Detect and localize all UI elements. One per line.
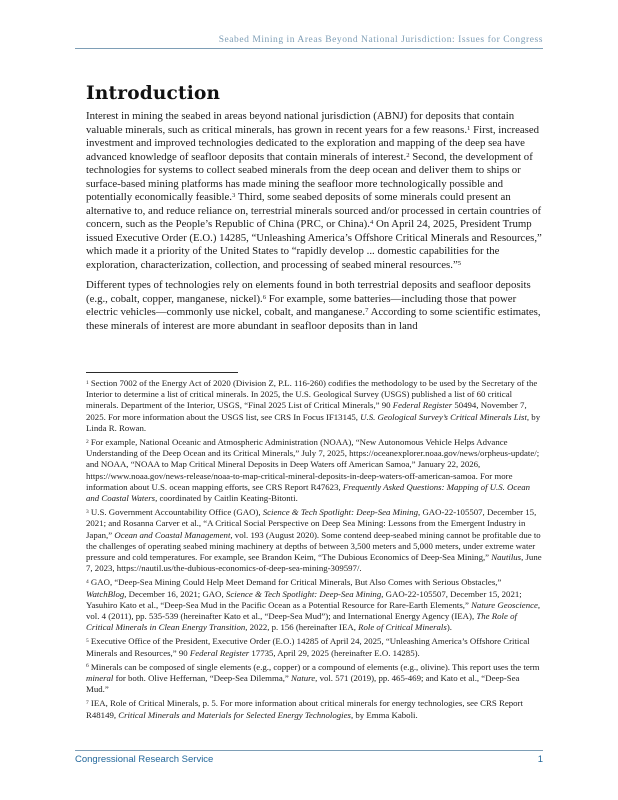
text-run: For example, National Oceanic and Atmospheric Administration (NOAA), “New Autonomous Vehicle Helps Advance Understanding of the Deep Ocean and its Critical Minerals,” July 7, 2025, https://oceanexplorer.noaa.gov/news/orpheus-update/; and NOAA, “NOAA to Map Critical Mineral Deposits in Deep Waters off American Samoa,” January 22, 2026, https://www.noaa.gov/news-release/noaa-to-map-critical-mineral-deposits-in-deep-waters-off-american-samoa. For more information about U.S. ocean mapping efforts, see CRS Report R47623, [86,437,540,492]
text-run: Different types of technologies rely on elements found in both terrestrial deposits and seafloor deposits (e.g., cobalt, copper, manganese, nickel). [86,279,531,305]
text-run: For example, some batteries—including those that power electric vehicles—commonly use nickel, cobalt, and manganese. [86,292,517,318]
text-run: Interest in mining the seabed in areas beyond national jurisdiction (ABNJ) for deposits that contain valuable minerals, such as critical minerals, has grown in recent years for a few reasons. [86,110,515,136]
footnote-ref: 7 [86,700,89,707]
paragraph [86,279,543,333]
text-run: Second, the development of technologies for systems to collect seabed minerals from the deep ocean and deliver them to ships or surface-based mining platforms has made mining the seafloor more technologically possible and potentially economically feasible. [86,150,533,203]
footnote-ref: 5 [457,259,462,267]
text-run: , GAO-22-105507, December 15, 2021; Yasuhiro Kato et al., “Deep-Sea Mud in the Pacific Ocean as a Potential Resource for Rare-Earth Elements,” [86,588,522,610]
footnote-ref: 1 [467,124,471,132]
footnote-ref: 2 [406,151,410,159]
text-run: 50494, November 7, 2025. For more information about the USGS list, see CRS In Focus IF13145, [86,400,527,422]
footnotes-section [86,378,543,750]
text-run: Minerals can be composed of single elements (e.g., copper) or a compound of elements (e.g., olivine). This report uses the term [88,661,540,672]
text-run: , December 16, 2021; GAO, [124,588,226,599]
text-run: IEA, Role of Critical Minerals, p. 5. For more information about critical minerals for energy technologies, see CRS Report R48149, [86,698,523,720]
text-run: , June 7, 2023, https://nautil.us/the-dubious-economics-of-deep-sea-mining-309597/. [86,552,542,574]
italic-text-run: Federal Register [189,647,250,658]
body-paragraphs [86,110,543,340]
footnote-ref: 3 [232,192,236,199]
footer-page-number: 1 [537,754,543,765]
text-run: , coordinated by Caitlin Keating-Bitonti. [155,493,298,504]
text-run: Executive Office of the President, Executive Order (E.O.) 14285 of April 24, 2025, “Unleashing America’s Offshore Critical Minerals and Resources,” 90 [86,636,530,658]
text-run: On April 24, 2025, President Trump issued Executive Order (E.O.) 14285, “Unleashing America’s Offshore Critical Minerals and Resources,” which made it a priority of the United States to “rapidly develop ... domestic capabilities for the exploration, characterization, collection, and processing of seabed mineral resources.” [86,218,542,271]
text-run: 17735, April 29, 2025 (hereinafter E.O. 14285). [249,647,420,658]
running-header-title: Seabed Mining in Areas Beyond National Jurisdiction: Issues for Congress [218,35,543,45]
footnote-ref: 3 [86,508,89,515]
footnote [86,662,543,696]
page-header [75,35,543,49]
italic-text-run: Nautilus [491,552,522,563]
footnote-ref: 6 [86,663,89,670]
section-title: Introduction [86,83,221,104]
italic-text-run: Ocean and Coastal Management [114,529,231,540]
footnote [86,577,543,633]
italic-text-run: Nature [291,673,316,684]
footnote-ref: 2 [86,438,89,445]
text-run: , by Emma Kaboli. [350,709,418,720]
text-run: ). [446,622,452,633]
italic-text-run: Science & Tech Spotlight: Deep-Sea Mining [262,507,419,518]
footnote-ref: 1 [86,379,89,386]
italic-text-run: Critical Minerals and Materials for Selected Energy Technologies [118,709,351,720]
footnote [86,636,543,658]
italic-text-run: WatchBlog [86,588,125,599]
footnote [86,507,543,574]
text-run: , vol. 571 (2019), pp. 465-469; and Kato et al., “Deep-Sea Mud.” [86,673,520,695]
italic-text-run: Frequently Asked Questions: Mapping of U.S. Ocean and Coastal Waters [86,481,531,504]
footnote-ref: 6 [262,293,267,301]
italic-text-run: U.S. Geological Survey’s Critical Minerals List [360,411,527,422]
italic-text-run: The Role of Critical Minerals in Clean Energy Transition [86,611,517,633]
italic-text-run: Federal Register [392,400,453,411]
page-footer [75,750,543,765]
italic-text-run: Nature Geoscience [471,599,538,610]
text-run: First, increased investment and improved technologies dedicated to the exploration and mapping of the deep sea have advanced knowledge of seafloor deposits that contain minerals of interest. [86,123,540,163]
text-run: Section 7002 of the Energy Act of 2020 (Division Z, P.L. 116-260) codifies the methodology to be used by the Secretary of the Interior to determine a list of critical minerals. In 2025, the U.S. Geological Survey (USGS) published a list of 60 critical minerals. Department of the Interior, USGS, “Final 2025 List of Critical Minerals,” 90 [86,378,538,411]
text-run: , by Linda R. Rowan. [86,411,541,433]
footnote-ref: 4 [369,219,374,226]
text-run: GAO, “Deep-Sea Mining Could Help Meet Demand for Critical Minerals, But Also Comes with Serious Obstacles,” [88,577,502,588]
text-run: , GAO-22-105507, December 15, 2021; and Rosanna Carver et al., “A Critical Social Perspective on Deep Sea Mining: Lessons from the Emergent Industry in Japan,” [86,507,537,540]
text-run: Third, some seabed deposits of some minerals could present an alternative to, and reduce reliance on, terrestrial minerals sourced and/or processed in certain countries of concern, such as the People’s Republic of China (PRC, or China). [86,191,542,230]
footnote-ref: 7 [365,307,369,314]
italic-text-run: Science & Tech Spotlight: Deep-Sea Mining [225,588,382,599]
paragraph [86,110,543,272]
text-run: , vol. 193 (August 2020). Some contend deep-seabed mining cannot be profitable due to the challenges of operating seabed mining machinery at depths of between 3,500 meters and 5,000 meters, under extreme water pressure and cold temperatures. For example, see Brandon Keim, “The Dubious Economics of Deep-Sea Mining,” [86,529,541,563]
italic-text-run: mineral [86,673,114,684]
footer-organization: Congressional Research Service [75,754,214,765]
footnote-ref: 5 [86,638,89,645]
text-run: , vol. 4 (2011), pp. 535-539 (hereinafter Kato et al., “Deep-Sea Mud”); and International Energy Agency (IEA), [86,599,541,622]
footnote-ref: 4 [86,579,89,585]
text-run: for both. Olive Heffernan, “Deep-Sea Dilemma,” [113,673,292,684]
footnote [86,698,543,720]
text-run: According to some scientific estimates, these minerals of interest are more abundant in seafloor deposits than in land [86,306,541,332]
footnote-separator [86,372,238,373]
text-run: , 2022, p. 156 (hereinafter IEA, [245,622,359,633]
footnote [86,378,543,434]
italic-text-run: Role of Critical Minerals [358,622,447,633]
text-run: U.S. Government Accountability Office (GAO), [88,507,263,518]
footnote [86,437,543,504]
